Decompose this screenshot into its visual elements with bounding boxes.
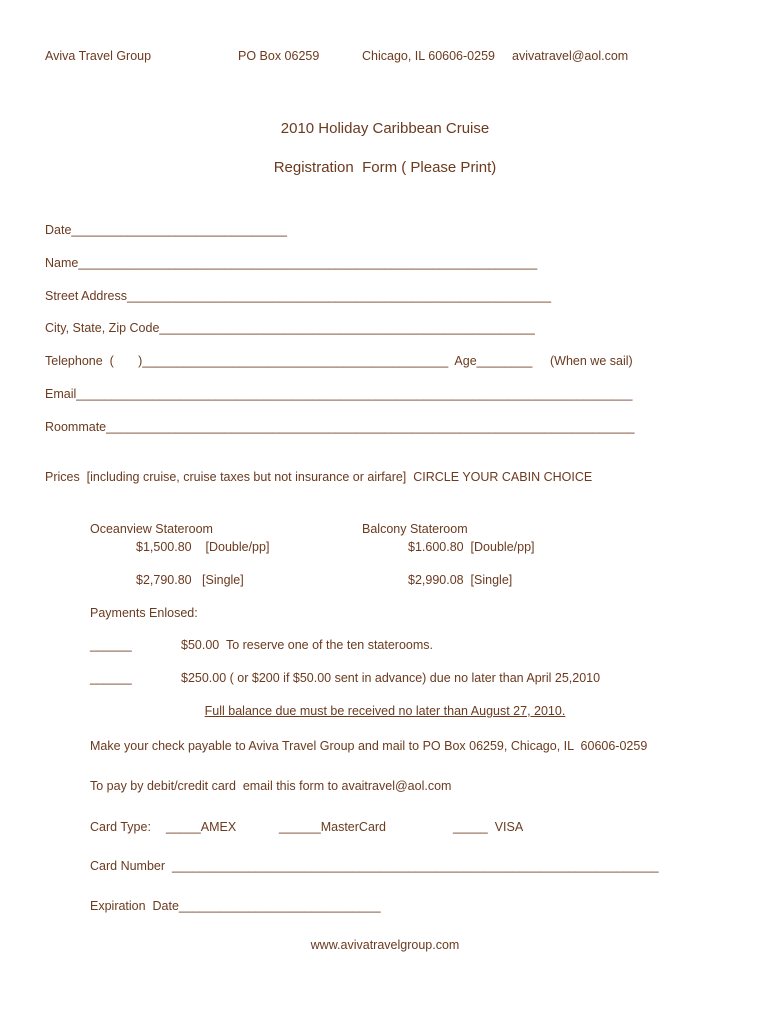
name-field[interactable]: Name__________________________________________________________________ (45, 256, 538, 270)
second-payment-blank[interactable]: ______ (90, 671, 132, 685)
card-number-field[interactable]: Card Number ______________________________________________________________________ (90, 859, 659, 873)
card-email-note: To pay by debit/credit card email this form to avaitravel@aol.com (90, 779, 452, 793)
amex-option[interactable]: _____AMEX (166, 820, 237, 834)
header-email: avivatravel@aol.com (512, 49, 629, 63)
form-subtitle: Registration Form ( Please Print) (273, 159, 497, 176)
telephone-age-field[interactable]: Telephone ( )____________________________________________ Age________ (45, 354, 533, 368)
second-payment-text: $250.00 ( or $200 if $50.00 sent in advance) due no later than April 25,2010 (181, 671, 601, 685)
check-payable-note: Make your check payable to Aviva Travel Group and mail to PO Box 06259, Chicago, IL 60606-0259 (90, 739, 648, 753)
prices-intro: Prices [including cruise, cruise taxes but not insurance or airfare] CIRCLE YOUR CABIN CHOICE (45, 470, 593, 484)
payments-heading: Payments Enlosed: (90, 606, 198, 620)
street-address-field[interactable]: Street Address_____________________________________________________________ (45, 289, 552, 303)
visa-option[interactable]: _____ VISA (453, 820, 524, 834)
email-field[interactable]: Email________________________________________________________________________________ (45, 387, 633, 401)
po-box: PO Box 06259 (238, 49, 320, 63)
deposit-text: $50.00 To reserve one of the ten staterooms. (181, 638, 434, 652)
deposit-blank[interactable]: ______ (90, 638, 132, 652)
full-balance-note: Full balance due must be received no later than August 27, 2010. (204, 704, 566, 718)
expiration-date-field[interactable]: Expiration Date_____________________________ (90, 899, 381, 913)
balcony-single-price[interactable]: $2,990.08 [Single] (408, 573, 513, 587)
oceanview-heading: Oceanview Stateroom (90, 522, 213, 536)
oceanview-single-price[interactable]: $2,790.80 [Single] (136, 573, 244, 587)
mastercard-option[interactable]: ______MasterCard (279, 820, 387, 834)
when-we-sail-note: (When we sail) (550, 354, 633, 368)
balcony-double-price[interactable]: $1.600.80 [Double/pp] (408, 540, 535, 554)
city-zip: Chicago, IL 60606-0259 (362, 49, 495, 63)
date-field[interactable]: Date_______________________________ (45, 223, 287, 237)
page-title: 2010 Holiday Caribbean Cruise (280, 120, 490, 137)
city-state-zip-field[interactable]: City, State, Zip Code______________________________________________________ (45, 321, 535, 335)
roommate-field[interactable]: Roommate____________________________________________________________________________ (45, 420, 635, 434)
footer-url[interactable]: www.avivatravelgroup.com (310, 938, 460, 952)
oceanview-double-price[interactable]: $1,500.80 [Double/pp] (136, 540, 270, 554)
card-type-label: Card Type: (90, 820, 151, 834)
company-name: Aviva Travel Group (45, 49, 152, 63)
balcony-heading: Balcony Stateroom (362, 522, 468, 536)
